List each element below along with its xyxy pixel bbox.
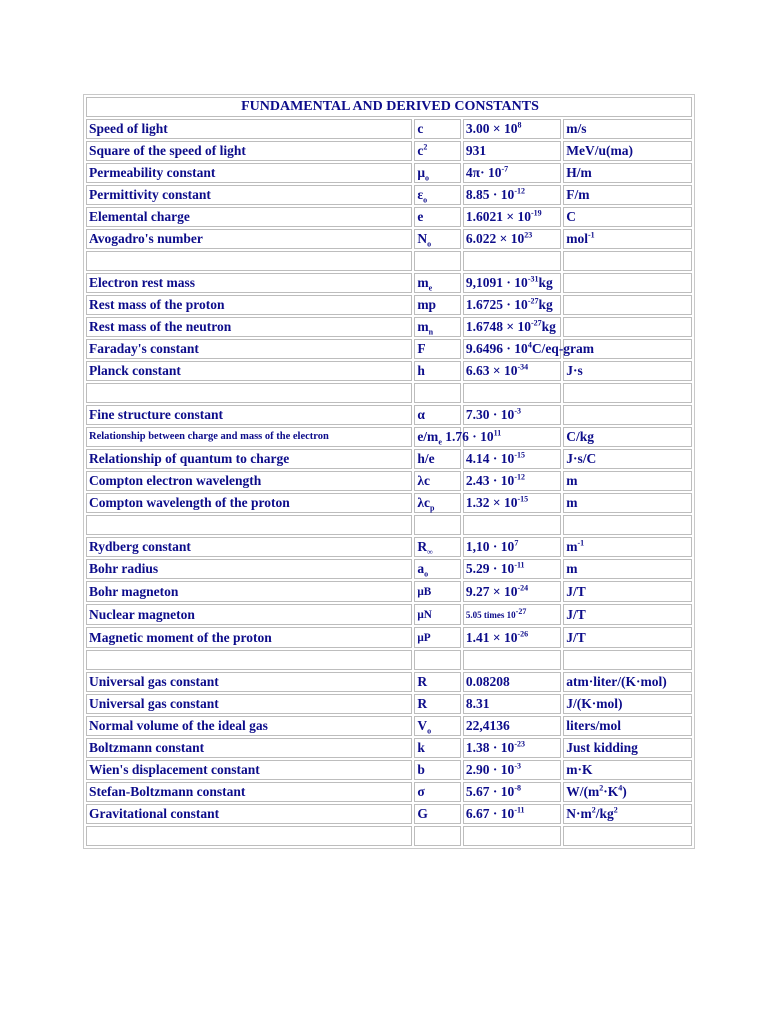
table-row bbox=[86, 361, 692, 381]
unit-cell: $W/(m^2\cdot K^4)$ bbox=[563, 782, 692, 802]
value-cell: $9,1091 \cdot 10^{-31}kg$ bbox=[463, 273, 561, 293]
constant-name-cell: Relationship of quantum to charge bbox=[86, 449, 412, 469]
value-cell: $5.67 \cdot 10^{-8}$ bbox=[463, 782, 561, 802]
unit-cell: C/kg bbox=[563, 427, 692, 447]
table-row bbox=[86, 627, 692, 648]
value-cell: $7.30 \cdot 10^{-3}$ bbox=[463, 405, 561, 425]
constant-name-cell: Compton wavelength of the proton bbox=[86, 493, 412, 513]
symbol-cell: $\mu_o$ bbox=[414, 163, 461, 183]
value-cell: $3.00 \times 10^8$ bbox=[463, 119, 561, 139]
table-row bbox=[86, 295, 692, 315]
table-row bbox=[86, 427, 692, 447]
constant-name-cell: Rest mass of the proton bbox=[86, 295, 412, 315]
constant-name-cell: Square of the speed of light bbox=[86, 141, 412, 161]
value-cell bbox=[463, 515, 561, 535]
unit-cell bbox=[563, 317, 692, 337]
value-cell: $6.67 \cdot 10^{-11}$ bbox=[463, 804, 561, 824]
constant-name-cell: Planck constant bbox=[86, 361, 412, 381]
blank-row bbox=[86, 515, 692, 535]
symbol-cell bbox=[414, 251, 461, 271]
constant-name-cell: Electron rest mass bbox=[86, 273, 412, 293]
symbol-cell: λc bbox=[414, 471, 461, 491]
constant-name-cell bbox=[86, 383, 412, 403]
table-row bbox=[86, 559, 692, 579]
unit-cell: F/m bbox=[563, 185, 692, 205]
constant-name-cell: Avogadro's number bbox=[86, 229, 412, 249]
constant-name-cell: Normal volume of the ideal gas bbox=[86, 716, 412, 736]
unit-cell: mol$^{-1}$ bbox=[563, 229, 692, 249]
table-row bbox=[86, 185, 692, 205]
table-row bbox=[86, 581, 692, 602]
table-row bbox=[86, 471, 692, 491]
unit-cell: J/(K·mol) bbox=[563, 694, 692, 714]
value-cell: 22,4136 bbox=[463, 716, 561, 736]
symbol-cell: μN bbox=[414, 604, 461, 625]
table-row bbox=[86, 604, 692, 625]
unit-cell bbox=[563, 405, 692, 425]
table-row bbox=[86, 738, 692, 758]
constant-name-cell: Rest mass of the neutron bbox=[86, 317, 412, 337]
constant-name-cell bbox=[86, 515, 412, 535]
value-cell: $4.14 \cdot 10^{-15}$ bbox=[463, 449, 561, 469]
symbol-cell: $R_\infty$ bbox=[414, 537, 461, 557]
symbol-cell: $N_o$ bbox=[414, 229, 461, 249]
unit-cell: J/T bbox=[563, 627, 692, 648]
table-row bbox=[86, 782, 692, 802]
value-cell: $9.6496 \cdot 10^4C/eq$-gram bbox=[463, 339, 561, 359]
symbol-cell: α bbox=[414, 405, 461, 425]
symbol-cell: $e/m_e$ $1.76 \cdot 10^{11}$ bbox=[414, 427, 461, 447]
symbol-cell: σ bbox=[414, 782, 461, 802]
unit-cell: Just kidding bbox=[563, 738, 692, 758]
symbol-cell: $\lambda c_p$ bbox=[414, 493, 461, 513]
constants-table bbox=[84, 95, 694, 848]
table-row bbox=[86, 141, 692, 161]
symbol-cell bbox=[414, 826, 461, 846]
value-cell: $6.022 \times 10^{23}$ bbox=[463, 229, 561, 249]
table-row bbox=[86, 273, 692, 293]
unit-cell bbox=[563, 273, 692, 293]
table-row bbox=[86, 694, 692, 714]
blank-row bbox=[86, 826, 692, 846]
constant-name-cell: Boltzmann constant bbox=[86, 738, 412, 758]
constant-name-cell: Wien's displacement constant bbox=[86, 760, 412, 780]
constant-name-cell: Relationship between charge and mass of the electron bbox=[86, 427, 412, 447]
constant-name-cell bbox=[86, 251, 412, 271]
symbol-cell: μP bbox=[414, 627, 461, 648]
unit-cell bbox=[563, 650, 692, 670]
table-row bbox=[86, 493, 692, 513]
value-cell bbox=[463, 650, 561, 670]
value-cell bbox=[463, 826, 561, 846]
value-cell bbox=[463, 251, 561, 271]
symbol-cell: F bbox=[414, 339, 461, 359]
table-row bbox=[86, 804, 692, 824]
symbol-cell: μB bbox=[414, 581, 461, 602]
constant-name-cell: Compton electron wavelength bbox=[86, 471, 412, 491]
symbol-cell: R bbox=[414, 694, 461, 714]
constant-name-cell: Elemental charge bbox=[86, 207, 412, 227]
constant-name-cell: Gravitational constant bbox=[86, 804, 412, 824]
title-row bbox=[86, 97, 692, 117]
constant-name-cell: Bohr radius bbox=[86, 559, 412, 579]
symbol-cell: $V_o$ bbox=[414, 716, 461, 736]
table-row bbox=[86, 229, 692, 249]
constant-name-cell: Bohr magneton bbox=[86, 581, 412, 602]
table-row bbox=[86, 760, 692, 780]
value-cell: $1.6725 \cdot 10^{-27}kg$ bbox=[463, 295, 561, 315]
unit-cell bbox=[563, 515, 692, 535]
constant-name-cell bbox=[86, 826, 412, 846]
symbol-cell: $c^2$ bbox=[414, 141, 461, 161]
unit-cell: H/m bbox=[563, 163, 692, 183]
value-cell: $1.32 \times 10^{-15}$ bbox=[463, 493, 561, 513]
constant-name-cell: Speed of light bbox=[86, 119, 412, 139]
blank-row bbox=[86, 650, 692, 670]
symbol-cell: mp bbox=[414, 295, 461, 315]
table-row bbox=[86, 119, 692, 139]
symbol-cell: $\varepsilon_o$ bbox=[414, 185, 461, 205]
value-cell: 8.31 bbox=[463, 694, 561, 714]
unit-cell: MeV/u(ma) bbox=[563, 141, 692, 161]
blank-row bbox=[86, 383, 692, 403]
unit-cell: m bbox=[563, 559, 692, 579]
value-cell: $1.6748 \times 10^{-27}kg$ bbox=[463, 317, 561, 337]
unit-cell bbox=[563, 251, 692, 271]
unit-cell bbox=[563, 826, 692, 846]
value-cell: $1.41 \times 10^{-26}$ bbox=[463, 627, 561, 648]
constant-name-cell: Permeability constant bbox=[86, 163, 412, 183]
symbol-cell: $m_n$ bbox=[414, 317, 461, 337]
constant-name-cell: Permittivity constant bbox=[86, 185, 412, 205]
unit-cell: J/T bbox=[563, 604, 692, 625]
table-row bbox=[86, 449, 692, 469]
unit-cell: $m^{-1}$ bbox=[563, 537, 692, 557]
blank-row bbox=[86, 251, 692, 271]
value-cell: $1.6021 \times 10^{-19}$ bbox=[463, 207, 561, 227]
value-cell: 0.08208 bbox=[463, 672, 561, 692]
value-cell: $9.27 \times 10^{-24}$ bbox=[463, 581, 561, 602]
value-cell: $2.90 \cdot 10^{-3}$ bbox=[463, 760, 561, 780]
constant-name-cell: Universal gas constant bbox=[86, 672, 412, 692]
constant-name-cell: Universal gas constant bbox=[86, 694, 412, 714]
symbol-cell: e bbox=[414, 207, 461, 227]
unit-cell: m·K bbox=[563, 760, 692, 780]
value-cell: $6.63 \times 10^{-34}$ bbox=[463, 361, 561, 381]
value-cell: 5.05 times $10^{-27}$ bbox=[463, 604, 561, 625]
unit-cell: atm·liter/(K·mol) bbox=[563, 672, 692, 692]
symbol-cell bbox=[414, 515, 461, 535]
constant-name-cell: Magnetic moment of the proton bbox=[86, 627, 412, 648]
unit-cell: C bbox=[563, 207, 692, 227]
value-cell: $8.85 \cdot 10^{-12}$ bbox=[463, 185, 561, 205]
symbol-cell bbox=[414, 383, 461, 403]
constant-name-cell: Rydberg constant bbox=[86, 537, 412, 557]
constant-name-cell: Faraday's constant bbox=[86, 339, 412, 359]
table-row bbox=[86, 405, 692, 425]
constant-name-cell: Stefan-Boltzmann constant bbox=[86, 782, 412, 802]
table-row bbox=[86, 339, 692, 359]
unit-cell: m/s bbox=[563, 119, 692, 139]
table-row bbox=[86, 537, 692, 557]
symbol-cell: R bbox=[414, 672, 461, 692]
value-cell: $2.43 \cdot 10^{-12}$ bbox=[463, 471, 561, 491]
constant-name-cell: Fine structure constant bbox=[86, 405, 412, 425]
symbol-cell: b bbox=[414, 760, 461, 780]
symbol-cell: $a_o$ bbox=[414, 559, 461, 579]
value-cell: $5.29 \cdot 10^{-11}$ bbox=[463, 559, 561, 579]
unit-cell: J/T bbox=[563, 581, 692, 602]
symbol-cell: $m_e$ bbox=[414, 273, 461, 293]
unit-cell: m bbox=[563, 493, 692, 513]
constant-name-cell: Nuclear magneton bbox=[86, 604, 412, 625]
table-row bbox=[86, 317, 692, 337]
unit-cell: J·s bbox=[563, 361, 692, 381]
symbol-cell: G bbox=[414, 804, 461, 824]
value-cell: $1,10 \cdot 10^7$ bbox=[463, 537, 561, 557]
value-cell: $4\pi\cdot 10^{-7}$ bbox=[463, 163, 561, 183]
unit-cell bbox=[563, 295, 692, 315]
value-cell: $1.38 \cdot 10^{-23}$ bbox=[463, 738, 561, 758]
table-row bbox=[86, 716, 692, 736]
value-cell bbox=[463, 383, 561, 403]
symbol-cell: h bbox=[414, 361, 461, 381]
table-title: FUNDAMENTAL AND DERIVED CONSTANTS bbox=[86, 97, 692, 117]
table-row bbox=[86, 163, 692, 183]
table-row bbox=[86, 207, 692, 227]
unit-cell: liters/mol bbox=[563, 716, 692, 736]
constants-document bbox=[83, 94, 695, 849]
table-row bbox=[86, 672, 692, 692]
symbol-cell bbox=[414, 650, 461, 670]
symbol-cell: c bbox=[414, 119, 461, 139]
value-cell: 931 bbox=[463, 141, 561, 161]
unit-cell: J·s/C bbox=[563, 449, 692, 469]
unit-cell: $N\cdot m^2/kg^2$ bbox=[563, 804, 692, 824]
unit-cell bbox=[563, 383, 692, 403]
symbol-cell: h/e bbox=[414, 449, 461, 469]
symbol-cell: k bbox=[414, 738, 461, 758]
constant-name-cell bbox=[86, 650, 412, 670]
unit-cell: m bbox=[563, 471, 692, 491]
